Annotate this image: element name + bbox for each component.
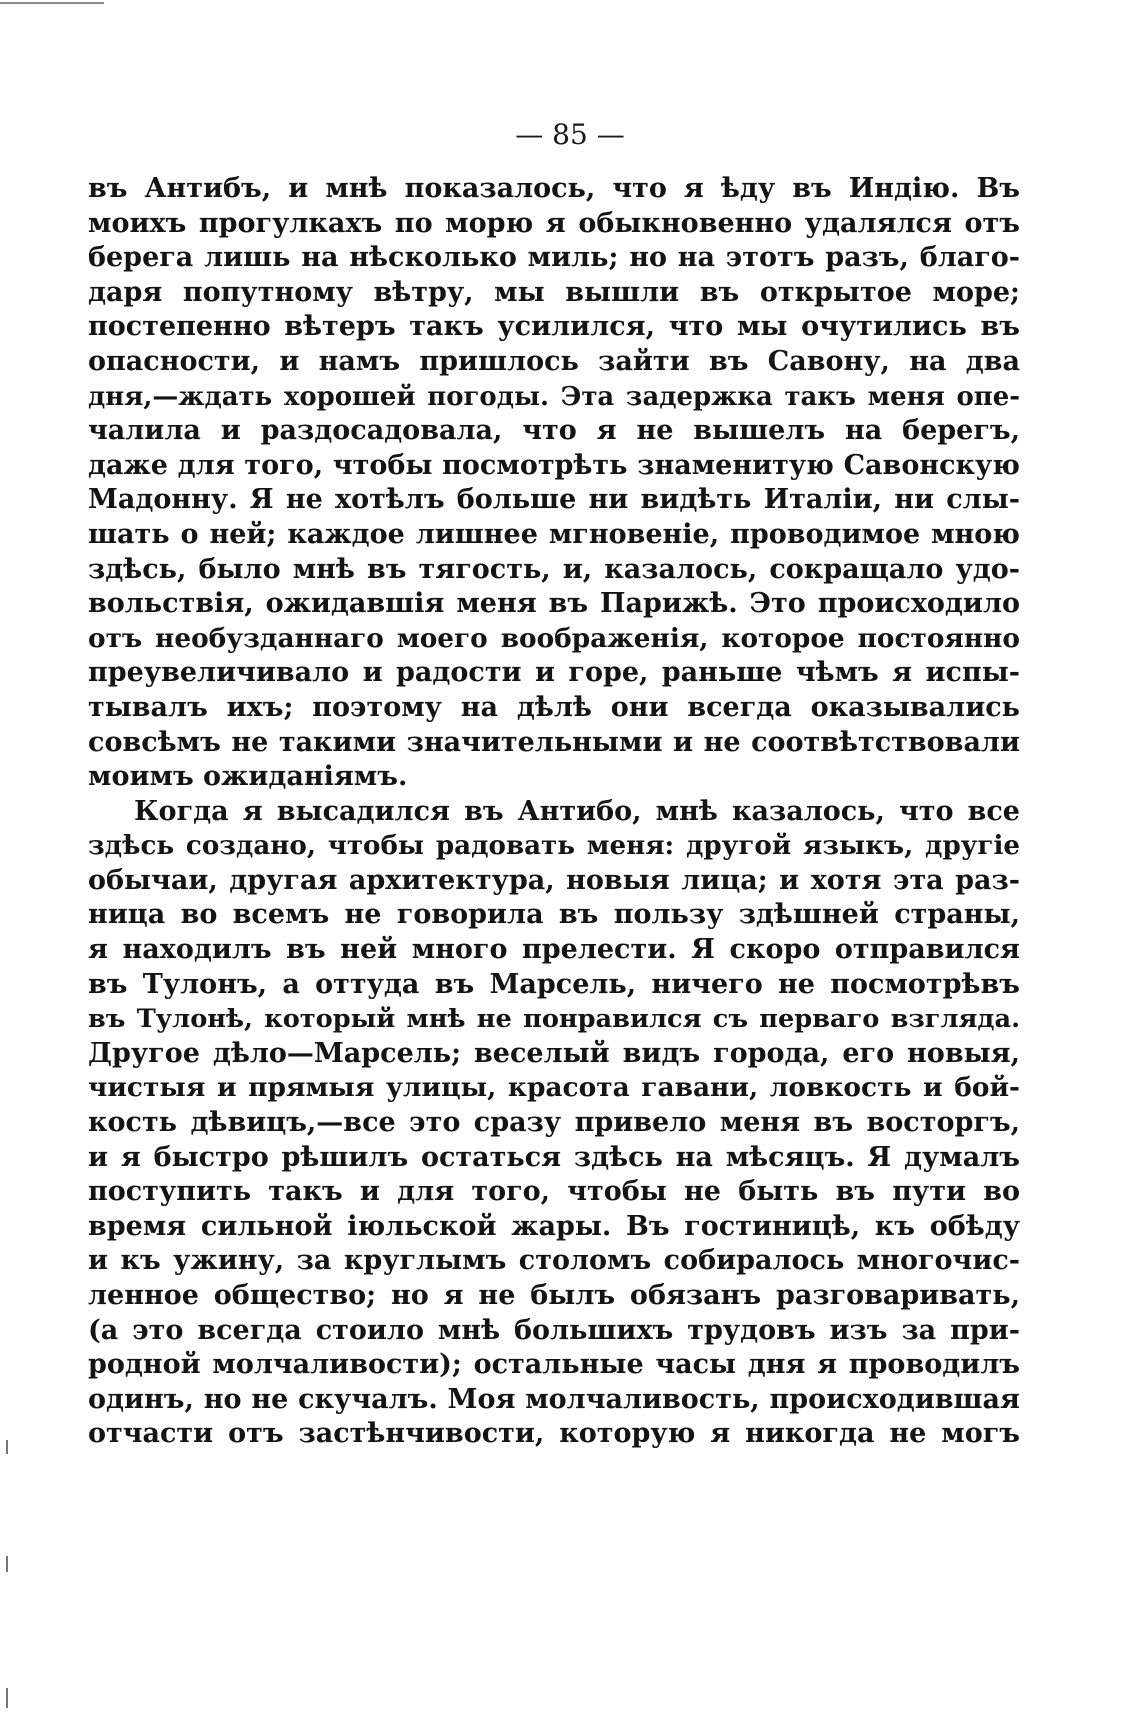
- margin-mark: [6, 1688, 8, 1708]
- text-line: и я быстро рѣшилъ остаться здѣсь на мѣсяцъ. Я думалъ: [88, 1141, 1020, 1173]
- text-line: я находилъ въ ней много прелести. Я скоро отправился: [88, 934, 1020, 966]
- text-line: тывалъ ихъ; поэтому на дѣлѣ они всегда оказывались: [88, 691, 1020, 723]
- text-line: отъ необузданнаго моего воображенія, которое постоянно: [88, 622, 1020, 654]
- text-line: Мадонну. Я не хотѣлъ больше ни видѣть Италіи, ни слы-: [88, 484, 1020, 516]
- text-line: берега лишь на нѣсколько миль; но на этотъ разъ, благо-: [88, 242, 1020, 274]
- top-edge-rule: [0, 2, 104, 4]
- text-line: чистыя и прямыя улицы, красота гавани, ловкость и бой-: [88, 1072, 1020, 1104]
- text-line: одинъ, но не скучалъ. Моя молчаливость, происходившая: [88, 1383, 1020, 1415]
- text-line: моихъ прогулкахъ по морю я обыкновенно удалялся отъ: [88, 207, 1020, 239]
- text-line: (а это всегда стоило мнѣ большихъ трудовъ изъ за при-: [88, 1314, 1020, 1346]
- text-line: даже для того, чтобы посмотрѣть знаменитую Савонскую: [88, 449, 1020, 481]
- paragraph-2: [88, 795, 1020, 1452]
- text-line: преувеличивало и радости и горе, раньше чѣмъ я испы-: [88, 657, 1020, 689]
- text-line: Другое дѣло—Марсель; веселый видъ города, его новыя,: [88, 1037, 1020, 1069]
- text-line: ница во всемъ не говорила въ пользу здѣшней страны,: [88, 899, 1020, 931]
- body-text: [88, 172, 1020, 1452]
- margin-mark: [6, 1556, 8, 1572]
- text-line: моимъ ожиданіямъ.: [88, 761, 408, 793]
- text-line: въ Антибъ, и мнѣ показалось, что я ѣду въ Индію. Въ: [88, 173, 1020, 204]
- text-line: и къ ужину, за круглымъ столомъ собиралось многочис-: [88, 1245, 1020, 1277]
- text-line: отчасти отъ застѣнчивости, которую я никогда не могъ: [88, 1418, 1020, 1450]
- text-line: Когда я высадился въ Антибо, мнѣ казалось, что все: [134, 795, 1020, 827]
- text-line: поступить такъ и для того, чтобы не быть въ пути во: [88, 1176, 1020, 1208]
- text-line: шать о ней; каждое лишнее мгновеніе, проводимое мною: [88, 518, 1020, 550]
- text-line: даря попутному вѣтру, мы вышли въ открытое море;: [88, 276, 1020, 308]
- text-line: кость дѣвицъ,—все это сразу привело меня въ восторгъ,: [88, 1107, 1020, 1139]
- text-line: совсѣмъ не такими значительными и не соотвѣтствовали: [88, 726, 1020, 758]
- text-line: опасности, и намъ пришлось зайти въ Савону, на два: [88, 345, 1020, 377]
- margin-mark: [6, 1440, 8, 1454]
- text-line: въ Тулонъ, а оттуда въ Марсель, ничего не посмотрѣвъ: [88, 968, 1020, 1000]
- text-line: обычаи, другая архитектура, новыя лица; и хотя эта раз-: [88, 864, 1020, 896]
- page-number: — 85 —: [515, 118, 625, 151]
- text-line: здѣсь, было мнѣ въ тягость, и, казалось, сокращало удо-: [88, 553, 1020, 585]
- text-line: чалила и раздосадовала, что я не вышелъ на берегъ,: [88, 415, 1020, 447]
- text-line: здѣсь создано, чтобы радовать меня: другой языкъ, другіе: [88, 830, 1020, 862]
- text-line: постепенно вѣтеръ такъ усилился, что мы очутились въ: [88, 311, 1020, 343]
- text-line: въ Тулонѣ, который мнѣ не понравился съ перваго взгляда.: [88, 1004, 1020, 1035]
- paragraph-1: [88, 172, 1020, 795]
- text-line: время сильной іюльской жары. Въ гостиницѣ, къ обѣду: [88, 1210, 1020, 1242]
- text-line: дня,—ждать хорошей погоды. Эта задержка такъ меня опе-: [88, 381, 1020, 412]
- text-line: вольствія, ожидавшія меня въ Парижѣ. Это происходило: [88, 588, 1020, 620]
- text-line: родной молчаливости); остальные часы дня я проводилъ: [88, 1349, 1020, 1381]
- text-line: ленное общество; но я не былъ обязанъ разговаривать,: [88, 1280, 1020, 1311]
